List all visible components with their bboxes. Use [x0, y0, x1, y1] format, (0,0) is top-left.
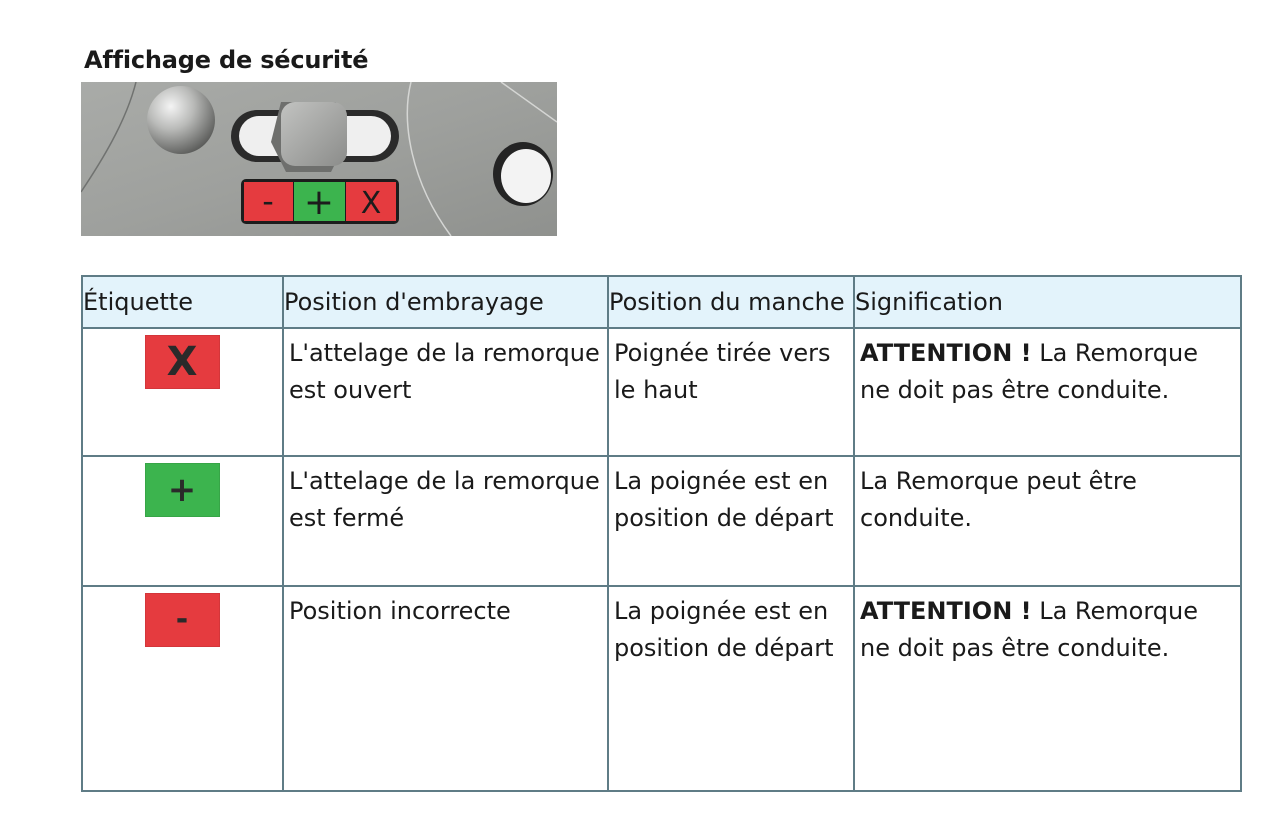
clutch-cell: L'attelage de la remorque est ouvert — [283, 328, 608, 456]
warning-text: ATTENTION ! — [860, 339, 1032, 367]
meaning-text: La Remorque ne doit pas être conduite. — [860, 339, 1199, 404]
table-header-row — [82, 276, 1241, 328]
warning-text: ATTENTION ! — [860, 597, 1032, 625]
header-clutch-position: Position d'embrayage — [283, 276, 608, 328]
header-label: Étiquette — [82, 276, 283, 328]
tag-x: X — [145, 335, 220, 389]
meaning-text: La Remorque ne doit pas être conduite. — [860, 597, 1199, 662]
meaning-text: La Remorque peut être conduite. — [860, 467, 1137, 532]
page-title: Affichage de sécurité — [84, 46, 369, 74]
header-meaning: Signification — [854, 276, 1241, 328]
handle-knob-icon — [281, 102, 347, 166]
stick-cell: La poignée est en position de départ — [608, 586, 854, 791]
stick-cell: Poignée tirée vers le haut — [608, 328, 854, 456]
indicator-minus: - — [262, 182, 274, 220]
tag-minus: - — [145, 593, 220, 647]
label-cell — [82, 586, 283, 791]
clutch-cell: Position incorrecte — [283, 586, 608, 791]
meaning-cell — [854, 586, 1241, 791]
clutch-cell: L'attelage de la remorque est fermé — [283, 456, 608, 586]
meaning-cell — [854, 456, 1241, 586]
table-row — [82, 456, 1241, 586]
safety-display-table — [81, 275, 1242, 792]
label-cell — [82, 328, 283, 456]
header-stick-position: Position du manche — [608, 276, 854, 328]
tag-plus: + — [145, 463, 220, 517]
coupling-indicator-photo — [81, 82, 557, 236]
meaning-cell — [854, 328, 1241, 456]
table-row — [82, 586, 1241, 791]
stick-cell: La poignée est en position de départ — [608, 456, 854, 586]
label-cell — [82, 456, 283, 586]
table-row — [82, 328, 1241, 456]
indicator-x: X — [360, 186, 382, 221]
indicator-plus: + — [303, 182, 335, 223]
ball-bolt-icon — [147, 86, 215, 154]
indicator-strip — [241, 179, 399, 224]
